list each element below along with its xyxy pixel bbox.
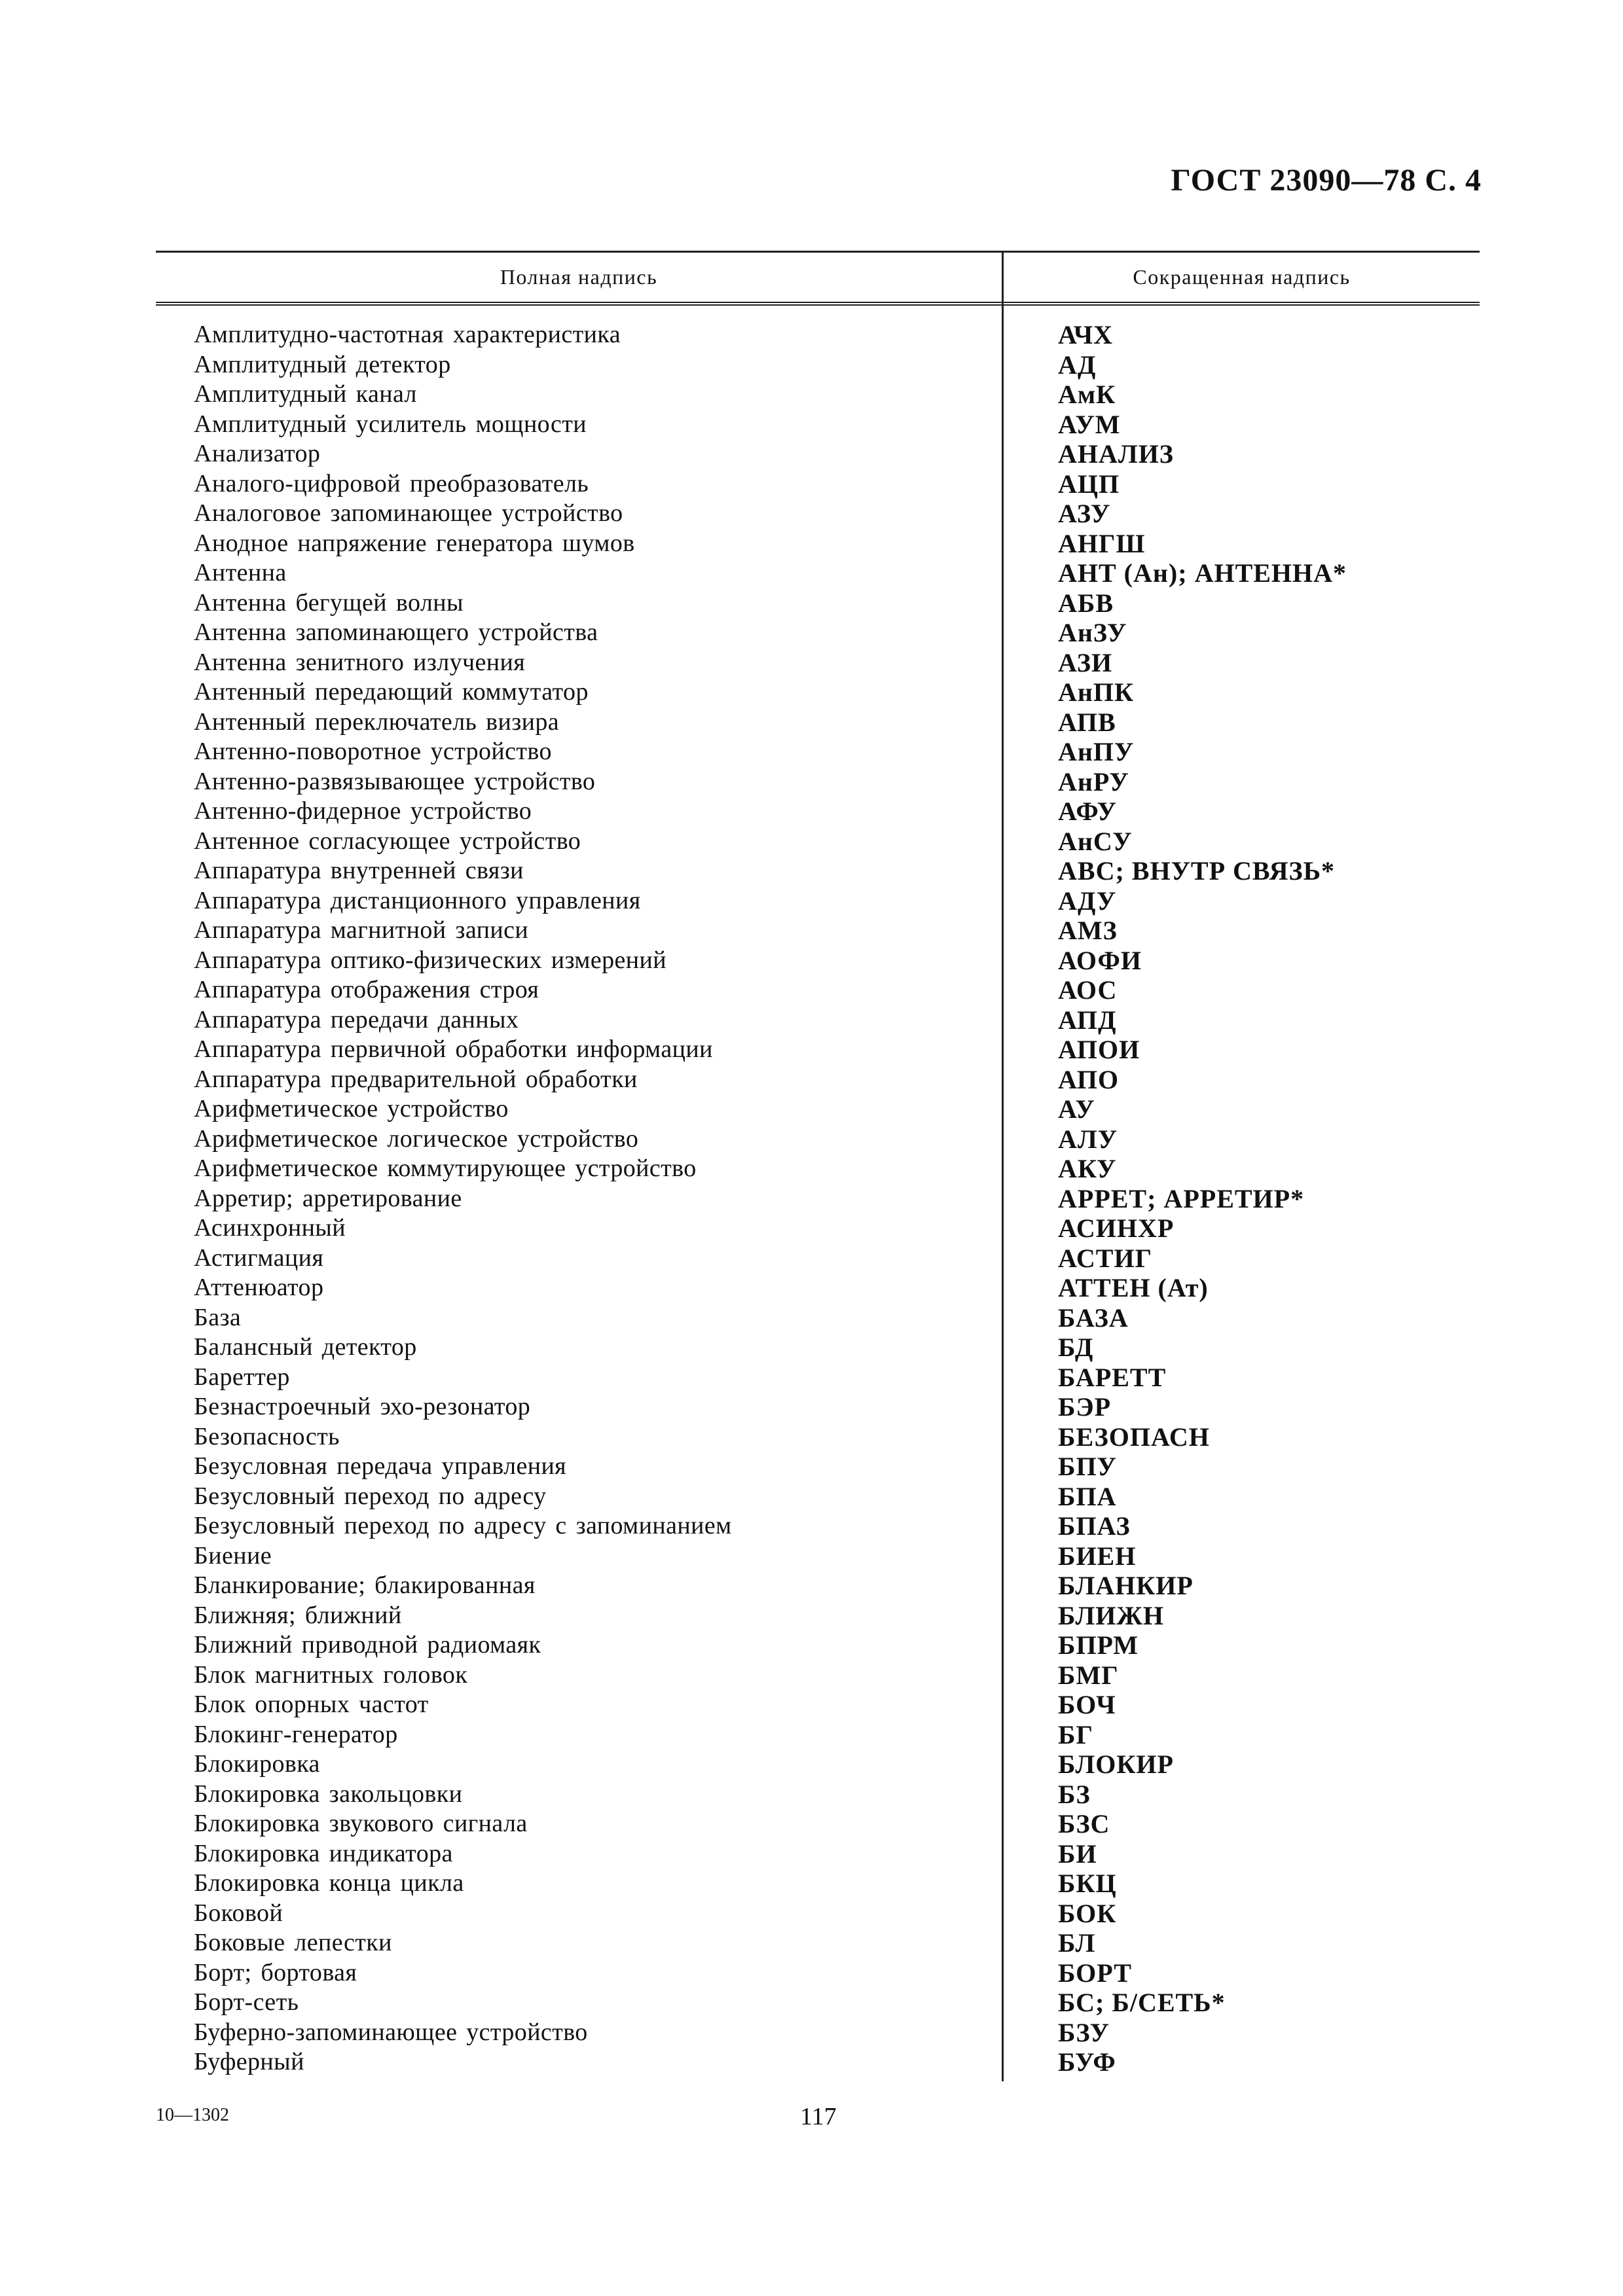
abbreviated-inscription: БЗУ — [1058, 2017, 1110, 2047]
table-row — [156, 946, 1480, 976]
table-row — [156, 1452, 1480, 1482]
full-inscription: Арифметическое коммутирующее устройство — [194, 1155, 697, 1182]
full-inscription: Блок опорных частот — [194, 1691, 429, 1718]
full-inscription: Боковые лепестки — [194, 1929, 392, 1956]
full-inscription: Амплитудный канал — [194, 380, 417, 408]
full-inscription: Борт-сеть — [194, 1988, 299, 2016]
abbreviated-inscription: АУ — [1058, 1094, 1095, 1124]
abbreviated-inscription: БЕЗОПАСН — [1058, 1422, 1210, 1452]
full-inscription: Бареттер — [194, 1363, 290, 1391]
table-row — [156, 1899, 1480, 1929]
full-inscription: Арретир; арретирование — [194, 1184, 462, 1212]
abbreviated-inscription: БЗС — [1058, 1809, 1110, 1839]
table-row — [156, 439, 1480, 469]
abbreviated-inscription: БЛ — [1058, 1928, 1096, 1958]
full-inscription: Амплитудный детектор — [194, 350, 451, 378]
abbreviated-inscription: БЗ — [1058, 1779, 1091, 1809]
table-row — [156, 410, 1480, 440]
table-row — [156, 1273, 1480, 1303]
abbreviation-table — [156, 251, 1480, 2081]
table-row — [156, 320, 1480, 350]
table-row — [156, 1392, 1480, 1422]
table-body — [156, 320, 1480, 2077]
abbreviated-inscription: БОК — [1058, 1898, 1117, 1928]
full-inscription: Аппаратура отображения строя — [194, 976, 539, 1003]
full-inscription: Аппаратура дистанционного управления — [194, 886, 641, 914]
table-row — [156, 1601, 1480, 1631]
abbreviated-inscription: АД — [1058, 350, 1097, 380]
abbreviated-inscription: АнПУ — [1058, 737, 1135, 766]
table-row — [156, 2018, 1480, 2048]
full-inscription: Буферно-запоминающее устройство — [194, 2018, 588, 2046]
table-row — [156, 1958, 1480, 1988]
abbreviated-inscription: БАЗА — [1058, 1302, 1129, 1333]
table-row — [156, 1541, 1480, 1571]
abbreviated-inscription: АТТЕН (Ат) — [1058, 1273, 1209, 1302]
abbreviated-inscription: АПО — [1058, 1064, 1120, 1094]
full-inscription: Безусловная передача управления — [194, 1452, 567, 1480]
abbreviated-inscription: БМГ — [1058, 1660, 1119, 1690]
full-inscription: Ближний приводной радиомаяк — [194, 1631, 541, 1659]
abbreviated-inscription: АМЗ — [1058, 916, 1118, 945]
table-row — [156, 529, 1480, 559]
abbreviated-inscription: БС; Б/СЕТЬ* — [1058, 1988, 1226, 2017]
full-inscription: Арифметическое логическое устройство — [194, 1124, 639, 1153]
full-inscription: Асинхронный — [194, 1214, 346, 1242]
abbreviated-inscription: БАРЕТТ — [1058, 1362, 1167, 1392]
abbreviated-inscription: АОФИ — [1058, 945, 1142, 975]
full-inscription: Блокировка индикатора — [194, 1839, 453, 1867]
full-inscription: Антенно-развязывающее устройство — [194, 767, 596, 795]
full-inscription: Безусловный переход по адресу с запоминанием — [194, 1512, 732, 1539]
full-inscription: Блокировка закольцовки — [194, 1780, 463, 1808]
full-inscription: Буферный — [194, 2048, 304, 2075]
full-inscription: Аналого-цифровой преобразователь — [194, 469, 589, 497]
full-inscription: Анодное напряжение генератора шумов — [194, 529, 635, 557]
full-inscription: Аппаратура оптико-физических измерений — [194, 946, 666, 974]
table-row — [156, 1422, 1480, 1452]
table-row — [156, 797, 1480, 827]
table-row — [156, 380, 1480, 410]
abbreviated-inscription: АКУ — [1058, 1154, 1117, 1183]
table-row — [156, 856, 1480, 886]
table-row — [156, 886, 1480, 916]
abbreviated-inscription: БЛОКИР — [1058, 1749, 1174, 1779]
table-row — [156, 767, 1480, 797]
full-inscription: Антенна бегущей волны — [194, 588, 464, 617]
column-header-abbr: Сокращенная надпись — [1133, 265, 1351, 289]
abbreviated-inscription: БУФ — [1058, 2047, 1116, 2077]
abbreviated-inscription: АнПК — [1058, 677, 1135, 707]
table-row — [156, 827, 1480, 857]
full-inscription: Бланкирование; блакированная — [194, 1571, 536, 1599]
table-row — [156, 1184, 1480, 1214]
abbreviated-inscription: БЛИЖН — [1058, 1600, 1165, 1630]
table-row — [156, 1690, 1480, 1720]
table-row — [156, 1094, 1480, 1124]
full-inscription: Блокировка звукового сигнала — [194, 1810, 528, 1837]
abbreviated-inscription: БЛАНКИР — [1058, 1571, 1194, 1600]
table-row — [156, 2047, 1480, 2077]
abbreviated-inscription: АОС — [1058, 975, 1118, 1005]
full-inscription: Биение — [194, 1541, 272, 1570]
full-inscription: Антенно-фидерное устройство — [194, 797, 532, 825]
full-inscription: Блокировка — [194, 1750, 320, 1778]
table-row — [156, 1809, 1480, 1839]
table-row — [156, 1928, 1480, 1958]
table-top-rule — [156, 251, 1480, 253]
table-row — [156, 1720, 1480, 1750]
full-inscription: Аппаратура передачи данных — [194, 1005, 519, 1033]
abbreviated-inscription: АУМ — [1058, 409, 1121, 439]
abbreviated-inscription: АПОИ — [1058, 1035, 1140, 1064]
full-inscription: Аппаратура внутренней связи — [194, 857, 524, 884]
full-inscription: Блок магнитных головок — [194, 1660, 468, 1689]
abbreviated-inscription: БПУ — [1058, 1452, 1117, 1481]
full-inscription: Безусловный переход по адресу — [194, 1482, 547, 1510]
abbreviated-inscription: БЭР — [1058, 1392, 1112, 1422]
full-inscription: Антенно-поворотное устройство — [194, 738, 552, 765]
abbreviated-inscription: АЗУ — [1058, 499, 1111, 528]
abbreviated-inscription: БГ — [1058, 1719, 1093, 1749]
table-row — [156, 1244, 1480, 1274]
full-inscription: Антенна — [194, 559, 287, 586]
abbreviated-inscription: АПД — [1058, 1005, 1117, 1035]
full-inscription: Боковой — [194, 1899, 283, 1927]
full-inscription: Блокинг-генератор — [194, 1720, 398, 1748]
table-row — [156, 677, 1480, 708]
abbreviated-inscription: АПВ — [1058, 707, 1116, 737]
abbreviated-inscription: БПРМ — [1058, 1630, 1139, 1660]
table-row — [156, 648, 1480, 678]
abbreviated-inscription: АнРУ — [1058, 766, 1129, 797]
table-row — [156, 350, 1480, 380]
table-row — [156, 1065, 1480, 1095]
table-row — [156, 916, 1480, 946]
abbreviated-inscription: АНТ (Ан); АНТЕННА* — [1058, 558, 1347, 588]
abbreviated-inscription: АнЗУ — [1058, 618, 1127, 647]
abbreviated-inscription: АСТИГ — [1058, 1243, 1153, 1273]
abbreviated-inscription: БПАЗ — [1058, 1511, 1131, 1541]
abbreviated-inscription: АСИНХР — [1058, 1213, 1175, 1243]
abbreviated-inscription: АБВ — [1058, 588, 1114, 618]
column-header-full: Полная надпись — [500, 265, 658, 289]
abbreviated-inscription: БОРТ — [1058, 1958, 1132, 1988]
full-inscription: Ближняя; ближний — [194, 1601, 402, 1629]
full-inscription: Аппаратура первичной обработки информации — [194, 1035, 713, 1063]
table-row — [156, 1154, 1480, 1184]
table-row — [156, 558, 1480, 588]
full-inscription: Антенна зенитного излучения — [194, 648, 526, 676]
table-row — [156, 737, 1480, 767]
abbreviated-inscription: БКЦ — [1058, 1869, 1117, 1898]
abbreviated-inscription: БОЧ — [1058, 1690, 1116, 1719]
table-row — [156, 1213, 1480, 1244]
header-double-rule — [156, 302, 1480, 306]
full-inscription: Аналоговое запоминающее устройство — [194, 499, 623, 527]
table-row — [156, 1749, 1480, 1780]
table-row — [156, 1482, 1480, 1512]
abbreviated-inscription: АДУ — [1058, 886, 1117, 916]
abbreviated-inscription: БПА — [1058, 1481, 1117, 1511]
abbreviated-inscription: БИЕН — [1058, 1541, 1137, 1571]
table-row — [156, 1005, 1480, 1035]
full-inscription: Аппаратура предварительной обработки — [194, 1065, 638, 1093]
table-row — [156, 469, 1480, 499]
table-row — [156, 588, 1480, 619]
full-inscription: Арифметическое устройство — [194, 1095, 509, 1122]
table-row — [156, 975, 1480, 1005]
table-row — [156, 618, 1480, 648]
table-row — [156, 1630, 1480, 1660]
abbreviated-inscription: АмК — [1058, 380, 1116, 409]
abbreviated-inscription: АНАЛИЗ — [1058, 439, 1174, 469]
full-inscription: Амплитудный усилитель мощности — [194, 410, 587, 438]
table-row — [156, 1035, 1480, 1065]
document-header: ГОСТ 23090—78 С. 4 — [1171, 163, 1482, 198]
abbreviated-inscription: АВС; ВНУТР СВЯЗЬ* — [1058, 856, 1336, 886]
full-inscription: Безопасность — [194, 1422, 340, 1450]
page-number: 117 — [800, 2103, 837, 2130]
abbreviated-inscription: АЧХ — [1058, 320, 1114, 350]
full-inscription: Астигмация — [194, 1244, 324, 1272]
print-code: 10—1302 — [156, 2105, 229, 2125]
full-inscription: Блокировка конца цикла — [194, 1869, 464, 1897]
full-inscription: База — [194, 1303, 242, 1331]
full-inscription: Антенна запоминающего устройства — [194, 619, 598, 646]
table-row — [156, 1660, 1480, 1691]
full-inscription: Безнастроечный эхо-резонатор — [194, 1393, 531, 1420]
table-row — [156, 1511, 1480, 1541]
full-inscription: Амплитудно-частотная характеристика — [194, 321, 621, 348]
abbreviated-inscription: БИ — [1058, 1839, 1097, 1869]
full-inscription: Антенный переключатель визира — [194, 708, 560, 736]
full-inscription: Аттенюатор — [194, 1274, 324, 1301]
table-row — [156, 1571, 1480, 1601]
table-row — [156, 1869, 1480, 1899]
full-inscription: Антенное согласующее устройство — [194, 827, 581, 855]
abbreviated-inscription: БД — [1058, 1333, 1094, 1362]
table-row — [156, 1333, 1480, 1363]
abbreviated-inscription: АНГШ — [1058, 528, 1146, 558]
full-inscription: Аппаратура магнитной записи — [194, 916, 529, 944]
abbreviated-inscription: АЦП — [1058, 469, 1120, 499]
table-row — [156, 1839, 1480, 1869]
table-row — [156, 708, 1480, 738]
abbreviated-inscription: АФУ — [1058, 797, 1118, 826]
full-inscription: Балансный детектор — [194, 1333, 417, 1361]
full-inscription: Антенный передающий коммутатор — [194, 678, 589, 706]
abbreviated-inscription: АЛУ — [1058, 1124, 1118, 1154]
table-row — [156, 1363, 1480, 1393]
abbreviated-inscription: АРРЕТ; АРРЕТИР* — [1058, 1183, 1305, 1213]
full-inscription: Анализатор — [194, 440, 321, 467]
full-inscription: Борт; бортовая — [194, 1958, 357, 1986]
abbreviated-inscription: АнСУ — [1058, 826, 1133, 856]
abbreviated-inscription: АЗИ — [1058, 647, 1113, 677]
table-row — [156, 499, 1480, 529]
table-row — [156, 1124, 1480, 1155]
table-row — [156, 1780, 1480, 1810]
table-row — [156, 1303, 1480, 1333]
table-row — [156, 1988, 1480, 2018]
